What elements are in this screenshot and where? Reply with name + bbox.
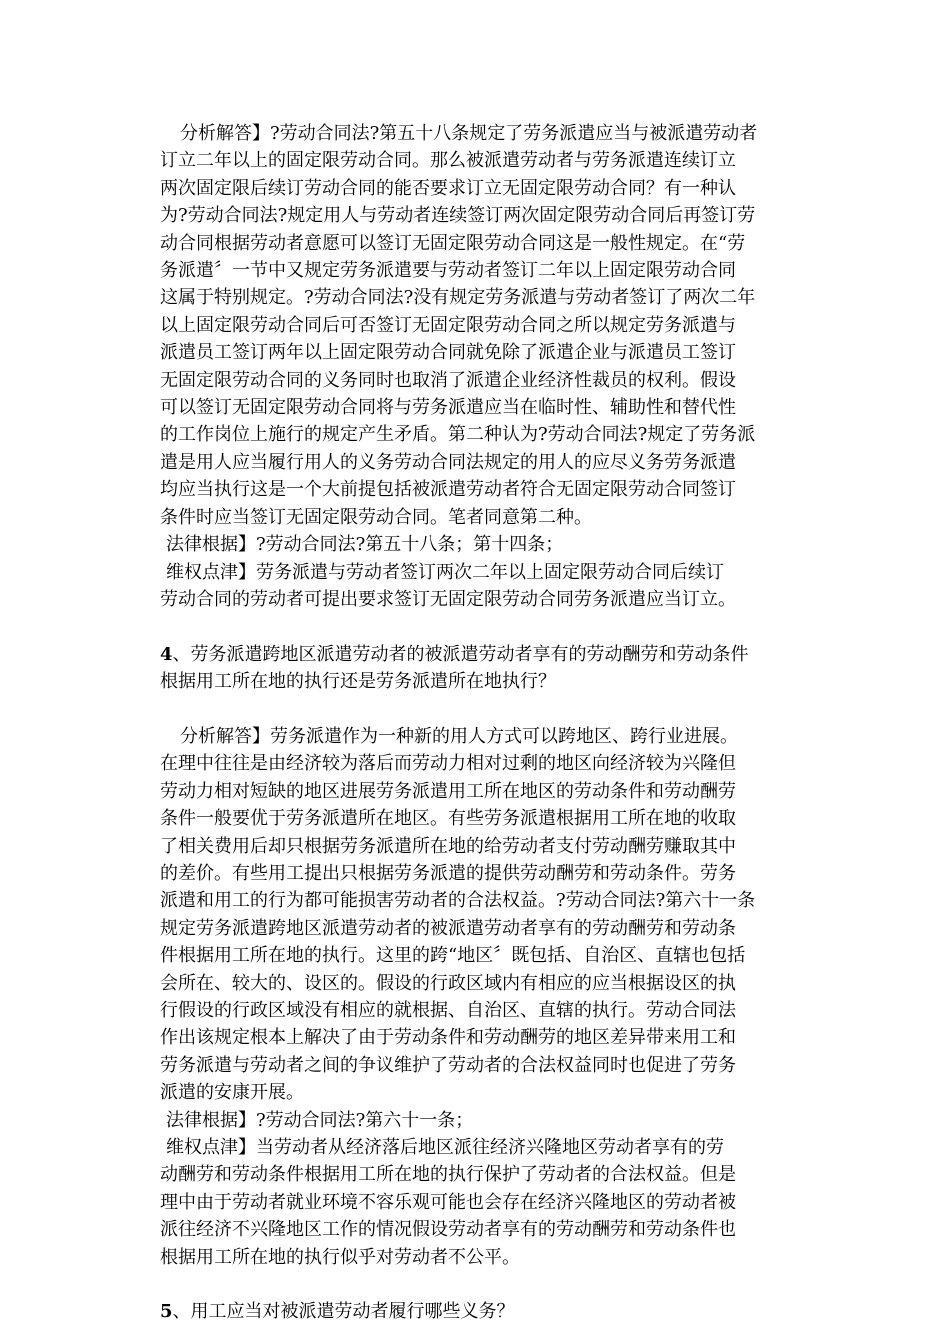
text-line: 了相关费用后却只根据劳务派遣所在地的给劳动者支付劳动酬劳赚取其中 [160,835,736,857]
text-line: 会所在、较大的、设区的。假设的行政区域内有相应的应当根据设区的执 [160,972,736,994]
text-line: 均应当执行这是一个大前提包括被派遣劳动者符合无固定限劳动合同签订 [160,479,736,501]
text-line: 的差价。有些用工提出只根据劳务派遣的提供劳动酬劳和劳动条件。劳务 [160,862,736,884]
text-line: 派往经济不兴隆地区工作的情况假设劳动者享有的劳动酬劳和劳动条件也 [160,1219,736,1241]
text-line: 条件一般要优于劳务派遣所在地区。有些劳务派遣根据用工所在地的收取 [160,808,736,830]
text-line: 两次固定限后续订劳动合同的能否要求订立无固定限劳动合同？有一种认 [160,177,736,199]
text-line: 条件时应当签订无固定限劳动合同。笔者同意第二种。 [160,506,592,528]
text-line: 根据用工所在地的执行似乎对劳动者不公平。 [160,1246,520,1268]
text-line: 派遣员工签订两年以上固定限劳动合同就免除了派遣企业与派遣员工签订 [160,342,736,364]
text-line: 为?劳动合同法?规定用人与劳动者连续签订两次固定限劳动合同后再签订劳 [160,205,756,227]
text-line: 规定劳务派遣跨地区派遣劳动者的被派遣劳动者享有的劳动酬劳和劳动条 [160,917,736,939]
text-line: 在理中往往是由经济较为落后而劳动力相对过剩的地区向经济较为兴隆但 [160,753,736,775]
text-line: 维权点津】当劳动者从经济落后地区派往经济兴隆地区劳动者享有的劳 [166,1137,724,1158]
question-4-heading [160,641,800,696]
text-line: 劳动合同的劳动者可提出要求签订无固定限劳动合同劳务派遣应当订立。 [160,588,736,610]
spacer [160,1271,800,1298]
analysis-paragraph-1 [160,120,800,531]
question-number: 4 [160,643,173,665]
text-line: 件根据用工所在地的执行。这里的跨“地区〞既包括、自治区、直辖也包括 [160,945,746,967]
text-line: 劳动力相对短缺的地区进展劳务派遣用工所在地区的劳动条件和劳动酬劳 [160,780,736,802]
text-line: 根据用工所在地的执行还是劳务派遣所在地执行？ [160,671,556,693]
analysis-paragraph-4 [160,723,800,1107]
spacer [160,696,800,723]
text-line: 分析解答】劳务派遣作为一种新的用人方式可以跨地区、跨行业进展。 [180,725,738,747]
legal-basis-1: 法律根据】?劳动合同法?第五十八条；第十四条； [166,534,564,556]
text-line: 维权点津】劳务派遣与劳动者签订两次二年以上固定限劳动合同后续订 [166,561,724,583]
text-line: 行假设的行政区域没有相应的就根据、自治区、直辖的执行。劳动合同法 [160,999,736,1021]
rights-paragraph-1 [160,559,800,614]
text-line: 无固定限劳动合同的义务同时也取消了派遣企业经济性裁员的权利。假设 [160,369,736,391]
rights-paragraph-4 [160,1134,800,1271]
document-page [160,120,800,1326]
text-line: 的工作岗位上施行的规定产生矛盾。第二种认为?劳动合同法?规定了劳务派 [160,424,756,446]
question-5-heading [160,1298,800,1325]
text-line: 劳务派遣与劳动者之间的争议维护了劳动者的合法权益同时也促进了劳务 [160,1054,736,1076]
spacer [160,613,800,640]
text-line: 派遣和用工的行为都可能损害劳动者的合法权益。?劳动合同法?第六十一条 [160,890,756,912]
text-line: 这属于特别规定。?劳动合同法?没有规定劳务派遣与劳动者签订了两次二年 [160,287,756,309]
text-line [160,641,800,668]
text-line: 可以签订无固定限劳动合同将与劳务派遣应当在临时性、辅助性和替代性 [160,397,736,419]
text-line: 订立二年以上的固定限劳动合同。那么被派遣劳动者与劳务派遣连续订立 [160,150,736,172]
text-line: 派遣的安康开展。 [160,1082,304,1104]
text-line [160,1298,800,1325]
text-line: 务派遣〞一节中又规定劳务派遣要与劳动者签订二年以上固定限劳动合同 [160,260,736,282]
text-line: 以上固定限劳动合同后可否签订无固定限劳动合同之所以规定劳务派遣与 [160,314,736,336]
text-line: 动合同根据劳动者意愿可以签订无固定限劳动合同这是一般性规定。在“劳 [160,232,746,254]
text-line: 理中由于劳动者就业环境不容乐观可能也会存在经济兴隆地区的劳动者被 [160,1191,736,1213]
text-line: 动酬劳和劳动条件根据用工所在地的执行保护了劳动者的合法权益。但是 [160,1164,736,1186]
legal-basis-4: 法律根据】?劳动合同法?第六十一条； [166,1109,474,1131]
text-line: 作出该规定根本上解决了由于劳动条件和劳动酬劳的地区差异带来用工和 [160,1027,736,1049]
question-number: 5 [160,1301,173,1323]
question-text: 、劳务派遣跨地区派遣劳动者的被派遣劳动者享有的劳动酬劳和劳动条件 [172,643,749,665]
text-line: 分析解答】?劳动合同法?第五十八条规定了劳务派遣应当与被派遣劳动者 [180,123,758,144]
text-line: 遣是用人应当履行用人的义务劳动合同法规定的用人的应尽义务劳务派遣 [160,451,736,473]
question-text: 、用工应当对被派遣劳动者履行哪些义务？ [172,1301,515,1323]
